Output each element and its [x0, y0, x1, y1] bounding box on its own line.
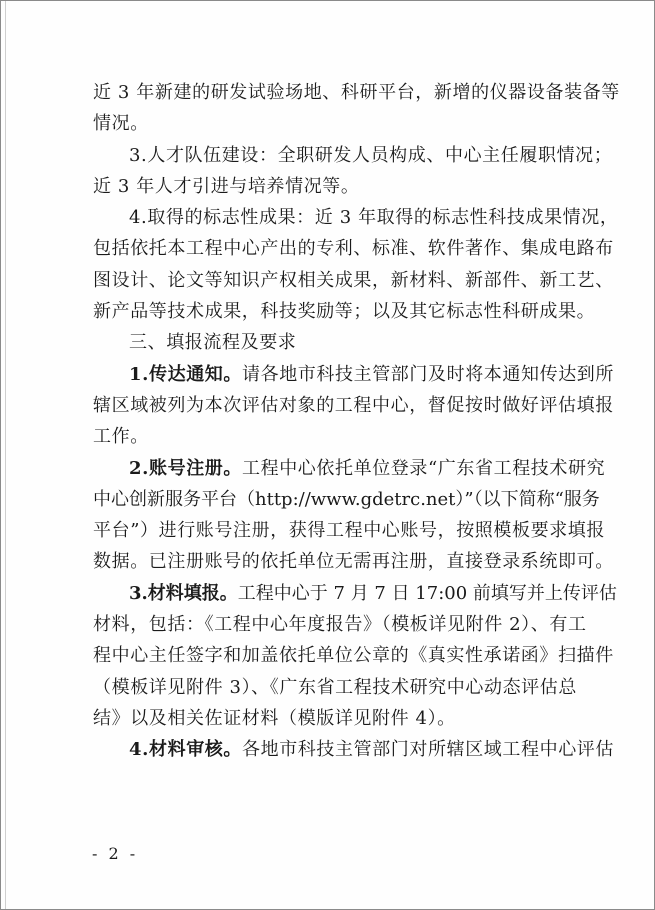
step-title: 3.材料填报。 — [129, 582, 238, 604]
step-register — [93, 453, 614, 578]
step-text: 工程中心于 7 月 7 日 17:00 前填写并上传评估 — [237, 582, 617, 604]
text-line: 平台”）进行账号注册，获得工程中心账号，按照模板要求填报 — [93, 520, 605, 542]
step-fill — [93, 578, 617, 734]
step-text: 请各地市科技主管部门及时将本通知传达到所 — [242, 363, 614, 385]
text-line: （模板详见附件 3）、《广东省工程技术研究中心动态评估总 — [93, 676, 577, 698]
step-text: 各地市科技主管部门对所辖区域工程中心评估 — [242, 739, 614, 761]
text-line: 结》以及相关佐证材料（模版详见附件 4）。 — [93, 707, 456, 729]
step-notify — [93, 359, 614, 453]
text-line: 包括依托本工程中心产出的专利、标准、软件著作、集成电路布 — [93, 238, 614, 260]
step-title: 2.账号注册。 — [129, 457, 242, 479]
section-heading: 三、填报流程及要求 — [129, 332, 297, 354]
text-line: 近 3 年人才引进与培养情况等。 — [93, 175, 360, 197]
text-line: 程中心主任签字和加盖依托单位公章的《真实性承诺函》扫描件 — [93, 645, 614, 667]
text-line: 4.取得的标志性成果：近 3 年取得的标志性科技成果情况， — [129, 207, 619, 229]
text-line: 材料，包括：《工程中心年度报告》（模板详见附件 2）、有工 — [93, 614, 587, 636]
step-title: 4.材料审核。 — [129, 739, 242, 761]
page-edge-shadow — [5, 1, 6, 909]
text-line — [93, 734, 614, 765]
text-line: 工作。 — [93, 426, 149, 448]
text-line: 图设计、论文等知识产权相关成果，新材料、新部件、新工艺、 — [93, 269, 614, 291]
step-review — [93, 734, 614, 765]
text-line — [93, 453, 606, 484]
text-line — [93, 578, 617, 609]
page-content — [93, 77, 620, 766]
text-line: 3.人才队伍建设：全职研发人员构成、中心主任履职情况； — [129, 144, 613, 166]
text-line — [93, 359, 614, 390]
step-text: 工程中心依托单位登录“广东省工程技术研究 — [242, 457, 606, 479]
text-line: 近 3 年新建的研发试验场地、科研平台，新增的仪器设备装备等 — [93, 82, 620, 103]
paragraph-facilities — [93, 77, 620, 140]
text-line: 新产品等技术成果，科技奖励等；以及其它标志性科研成果。 — [93, 301, 596, 323]
text-line: 数据。已注册账号的依托单位无需再注册，直接登录系统即可。 — [93, 551, 614, 573]
text-line: 中心创新服务平台（http://www.gdetrc.net）”（以下简称“服务 — [93, 488, 600, 510]
step-title: 1.传达通知。 — [129, 363, 242, 385]
paragraph-achievements — [93, 202, 619, 327]
paragraph-talent — [93, 140, 613, 203]
text-line: 辖区域被列为本次评估对象的工程中心，督促按时做好评估填报 — [93, 394, 614, 416]
text-line: 情况。 — [93, 113, 149, 135]
page-number: - 2 - — [92, 844, 139, 863]
